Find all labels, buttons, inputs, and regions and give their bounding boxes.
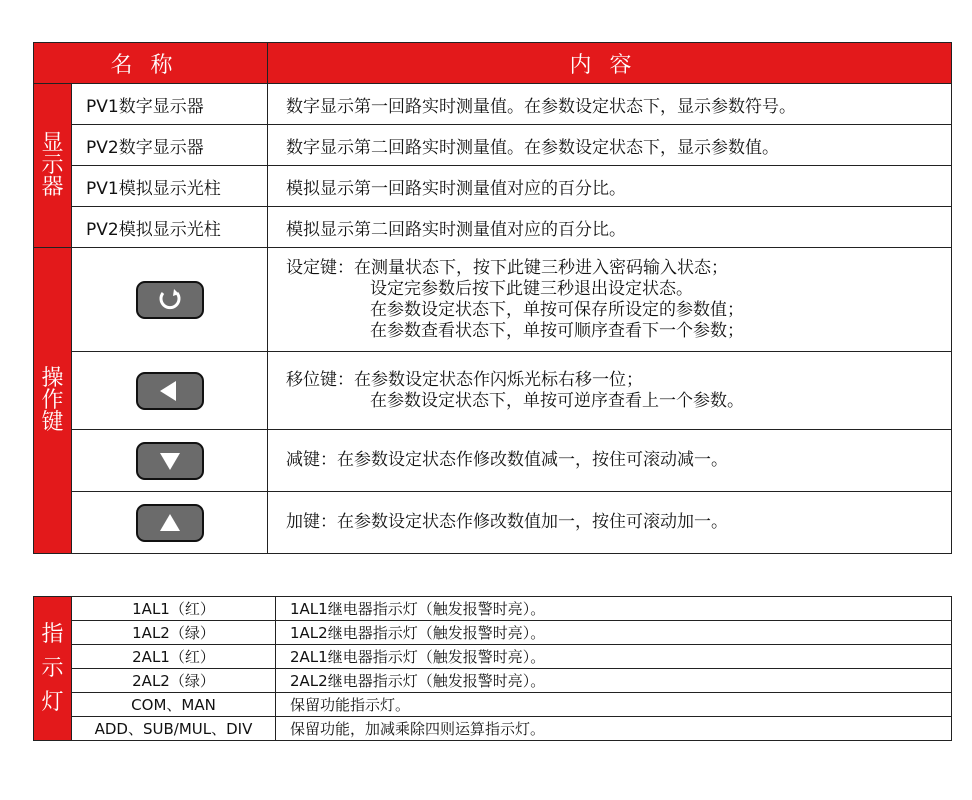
header-row xyxy=(34,43,952,84)
table-row xyxy=(34,125,952,166)
indicator-desc: 保留功能指示灯。 xyxy=(276,693,952,717)
indicator-name: 1AL1（红） xyxy=(72,597,276,621)
indicator-name: ADD、SUB/MUL、DIV xyxy=(72,717,276,741)
table-row xyxy=(34,352,952,430)
table-row xyxy=(34,166,952,207)
key-desc: 加键：在参数设定状态作修改数值加一，按住可滚动加一。 xyxy=(268,492,952,554)
left-arrow-icon xyxy=(138,374,202,408)
rotate-icon xyxy=(138,283,202,317)
down-arrow-icon xyxy=(138,444,202,478)
header-name: 名称 xyxy=(34,43,268,84)
indicator-table xyxy=(33,596,952,741)
keys-group-label: 操 作 键 xyxy=(34,248,72,554)
indicator-group-label: 指 示 灯 xyxy=(34,597,72,741)
indicator-name: 2AL2（绿） xyxy=(72,669,276,693)
indicator-desc: 1AL1继电器指示灯（触发报警时亮）。 xyxy=(276,597,952,621)
indicator-name: COM、MAN xyxy=(72,693,276,717)
down-key-button[interactable] xyxy=(136,442,204,480)
row-desc: 模拟显示第一回路实时测量值对应的百分比。 xyxy=(268,166,952,207)
up-arrow-icon xyxy=(138,506,202,540)
row-name: PV1数字显示器 xyxy=(72,84,268,125)
row-name: PV1模拟显示光柱 xyxy=(72,166,268,207)
header-content: 内容 xyxy=(268,43,952,84)
display-group-label: 显 示 器 xyxy=(34,84,72,248)
table-row xyxy=(34,207,952,248)
indicator-desc: 1AL2继电器指示灯（触发报警时亮）。 xyxy=(276,621,952,645)
table-row xyxy=(34,492,952,554)
indicator-desc: 保留功能，加减乘除四则运算指示灯。 xyxy=(276,717,952,741)
table-row xyxy=(34,597,952,621)
indicator-name: 2AL1（红） xyxy=(72,645,276,669)
row-name: PV2数字显示器 xyxy=(72,125,268,166)
table-row xyxy=(34,84,952,125)
table-row xyxy=(34,248,952,352)
table-row xyxy=(34,645,952,669)
function-table xyxy=(33,42,952,554)
row-desc: 模拟显示第二回路实时测量值对应的百分比。 xyxy=(268,207,952,248)
table-row xyxy=(34,621,952,645)
key-desc: 设定键：在测量状态下，按下此键三秒进入密码输入状态； 设定完参数后按下此键三秒退出设定状态。 在参数设定状态下，单按可保存所设定的参数值； 在参数查看状态下，单按可顺序查看下一个参数； xyxy=(268,248,952,352)
indicator-desc: 2AL2继电器指示灯（触发报警时亮）。 xyxy=(276,669,952,693)
table-row xyxy=(34,717,952,741)
row-name: PV2模拟显示光柱 xyxy=(72,207,268,248)
row-desc: 数字显示第二回路实时测量值。在参数设定状态下，显示参数值。 xyxy=(268,125,952,166)
key-desc: 减键：在参数设定状态作修改数值减一，按住可滚动减一。 xyxy=(268,430,952,492)
up-key-button[interactable] xyxy=(136,504,204,542)
indicator-name: 1AL2（绿） xyxy=(72,621,276,645)
indicator-desc: 2AL1继电器指示灯（触发报警时亮）。 xyxy=(276,645,952,669)
set-key-button[interactable] xyxy=(136,281,204,319)
shift-key-button[interactable] xyxy=(136,372,204,410)
row-desc: 数字显示第一回路实时测量值。在参数设定状态下，显示参数符号。 xyxy=(268,84,952,125)
key-desc: 移位键：在参数设定状态作闪烁光标右移一位； 在参数设定状态下，单按可逆序查看上一个参数。 xyxy=(268,352,952,430)
table-row xyxy=(34,693,952,717)
table-row xyxy=(34,669,952,693)
table-row xyxy=(34,430,952,492)
